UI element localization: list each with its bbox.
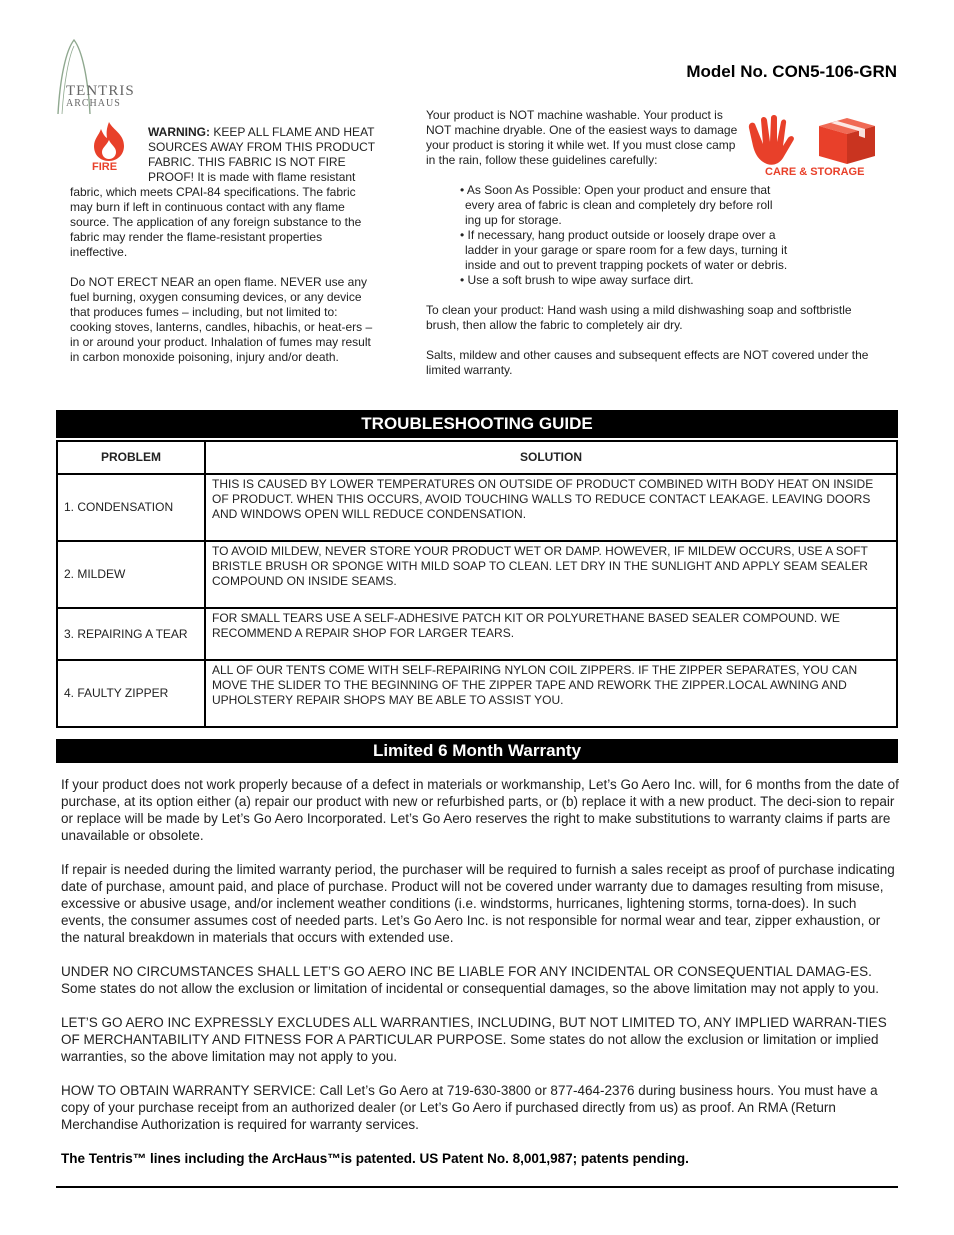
warning-label: WARNING: [148, 125, 210, 139]
warranty-paragraph: If repair is needed during the limited warranty period, the purchaser will be required to furnish a sales receipt as proof of purchase indicating date of purchase, amount paid, and place of purchase. Product will not be covered under warranty due to damages resulting from misuse, excessive or abusive usage, and/or inclement weather conditions (i.e. windstorms, hurricanes, lightening storms, torna-does). In such events, the consumer assumes cost of needed parts. Let’s Go Aero Inc. is not responsible for normal wear and tear, zipper exhaustion, or the natural breakdown in materials that occurs with extended use. [61, 862, 895, 945]
patent-notice: The Tentris™ lines including the ArcHaus™is patented. US Patent No. 8,001,987; patents pending. [61, 1151, 689, 1166]
logo-wordmark: TENTRIS [66, 83, 135, 99]
problem-header: PROBLEM [57, 441, 205, 474]
table-row [57, 474, 897, 541]
tentris-logo [52, 38, 152, 118]
problem-cell: 3. REPAIRING A TEAR [57, 608, 205, 660]
solution-header: SOLUTION [205, 441, 897, 474]
care-bullet-list [460, 183, 790, 288]
logo-subwordmark: ARCHAUS [66, 98, 121, 109]
care-bullet: • Use a soft brush to wipe away surface dirt. [460, 273, 694, 287]
problem-cell: 1. CONDENSATION [57, 474, 205, 541]
clean-paragraph: To clean your product: Hand wash using a mild dishwashing soap and softbristle brush, then allow the fabric to completely air dry. [426, 303, 852, 332]
table-row [57, 541, 897, 608]
warranty-paragraph: HOW TO OBTAIN WARRANTY SERVICE: Call Let’s Go Aero at 719-630-3800 or 877-464-2376 during business hours. You must have a copy of your purchase receipt from an authorized dealer (or Let’s Go Aero if purchased directly from us) as proof. An RMA (Return Merchandise Authorization is required for warranty services. [61, 1083, 878, 1132]
warranty-paragraph: If your product does not work properly because of a defect in materials or workmanship, Let’s Go Aero Inc. will, for 6 months from the date of purchase, at its option either (a) repair our product with new or refurbished parts, or (b) replace it with a new product. The deci-sion to repair or replace will be made by Let’s Go Aero Incorporated. Let’s Go Aero reserves the right to make substitutions to warranty claims if parts are unavailable or obsolete. [61, 777, 899, 843]
care-bullet: • If necessary, hang product outside or loosely drape over a ladder in your garage or spare room for a few days, turning it inside and out to prevent trapping pockets of water or debris. [460, 228, 788, 272]
warranty-title: Limited 6 Month Warranty [56, 739, 898, 763]
salts-paragraph: Salts, mildew and other causes and subsequent effects are NOT covered under the limited warranty. [426, 348, 869, 377]
fire-icon [78, 120, 140, 178]
problem-cell: 4. FAULTY ZIPPER [57, 660, 205, 727]
warning-text: KEEP ALL FLAME AND HEAT SOURCES AWAY FROM THIS PRODUCT FABRIC. THIS FABRIC IS NOT FIRE PROOF! It is made with flame resistant fabric, which meets CPAI-84 specifications. The fabric may burn if left in continuous contact with any flame source. The application of any foreign substance to the fabric may render the flame-resistant properties ineffective. [70, 125, 375, 259]
care-column [426, 108, 876, 393]
table-row [57, 660, 897, 727]
warranty-paragraph: UNDER NO CIRCUMSTANCES SHALL LET’S GO AERO INC BE LIABLE FOR ANY INCIDENTAL OR CONSEQUENTIAL DAMAG-ES. Some states do not allow the exclusion or limitation of incidental or consequential damages, so the above limitation may not apply to you. [61, 964, 879, 996]
table-header-row [57, 441, 897, 474]
care-bullet: • As Soon As Possible: Open your product and ensure that every area of fabric is clean and completely dry before roll ing up for storage. [460, 183, 773, 227]
solution-cell: FOR SMALL TEARS USE A SELF-ADHESIVE PATCH KIT OR POLYURETHANE BASED SEALER COMPOUND. WE RECOMMEND A REPAIR SHOP FOR LARGER TEARS. [205, 608, 897, 660]
bottom-divider [56, 1186, 898, 1188]
erect-paragraph: Do NOT ERECT NEAR an open flame. NEVER use any fuel burning, oxygen consuming devices, or any device that produces fumes – including, but not limited to: cooking stoves, lanterns, candles, hibachis, or heat-ers – in or around your product. Inhalation of fumes may result in carbon monoxide poisoning, injury and/or death. [70, 275, 373, 364]
troubleshooting-table [56, 440, 898, 728]
solution-cell: TO AVOID MILDEW, NEVER STORE YOUR PRODUCT WET OR DAMP. HOWEVER, IF MILDEW OCCURS, USE A SOFT BRISTLE BRUSH OR SPONGE WITH MILD SOAP TO CLEAN. LET DRY IN THE SUNLIGHT AND APPLY SEAM SEALER COMPOUND ON INSIDE SEAMS. [205, 541, 897, 608]
solution-cell: THIS IS CAUSED BY LOWER TEMPERATURES ON OUTSIDE OF PRODUCT COMBINED WITH BODY HEAT ON INSIDE OF PRODUCT. WHEN THIS OCCURS, AVOID TOUCHING WALLS TO REDUCE CONTACT LEAKAGE. LEAVING DOORS AND WINDOWS OPEN WILL REDUCE CONDENSATION. [205, 474, 897, 541]
problem-cell: 2. MILDEW [57, 541, 205, 608]
troubleshooting-title: TROUBLESHOOTING GUIDE [56, 410, 898, 438]
warning-column [70, 125, 380, 380]
solution-cell: ALL OF OUR TENTS COME WITH SELF-REPAIRING NYLON COIL ZIPPERS. IF THE ZIPPER SEPARATES, YOU CAN MOVE THE SLIDER TO THE BEGINNING OF THE ZIPPER TAPE AND REWORK THE ZIPPER.LOCAL AWNING AND UPHOLSTERY REPAIR SHOPS MAY BE ABLE TO ASSIST YOU. [205, 660, 897, 727]
warranty-body [61, 776, 901, 1184]
care-storage-label: CARE & STORAGE [765, 166, 865, 178]
fire-label: FIRE [92, 161, 118, 173]
model-number: Model No. CON5-106-GRN [686, 62, 897, 81]
care-intro: Your product is NOT machine washable. Your product is NOT machine dryable. One of the easiest ways to damage your product is storing it while wet. If you must close camp in the rain, follow these guidelines carefully: [426, 108, 738, 167]
warranty-paragraph: LET’S GO AERO INC EXPRESSLY EXCLUDES ALL WARRANTIES, INCLUDING, BUT NOT LIMITED TO, ANY IMPLIED WARRAN-TIES OF MERCHANTABILITY AND FITNESS FOR A PARTICULAR PURPOSE. Some states do not allow the exclusion or limitation or implied warranties, so the above limitation may not apply to you. [61, 1015, 887, 1064]
table-row [57, 608, 897, 660]
